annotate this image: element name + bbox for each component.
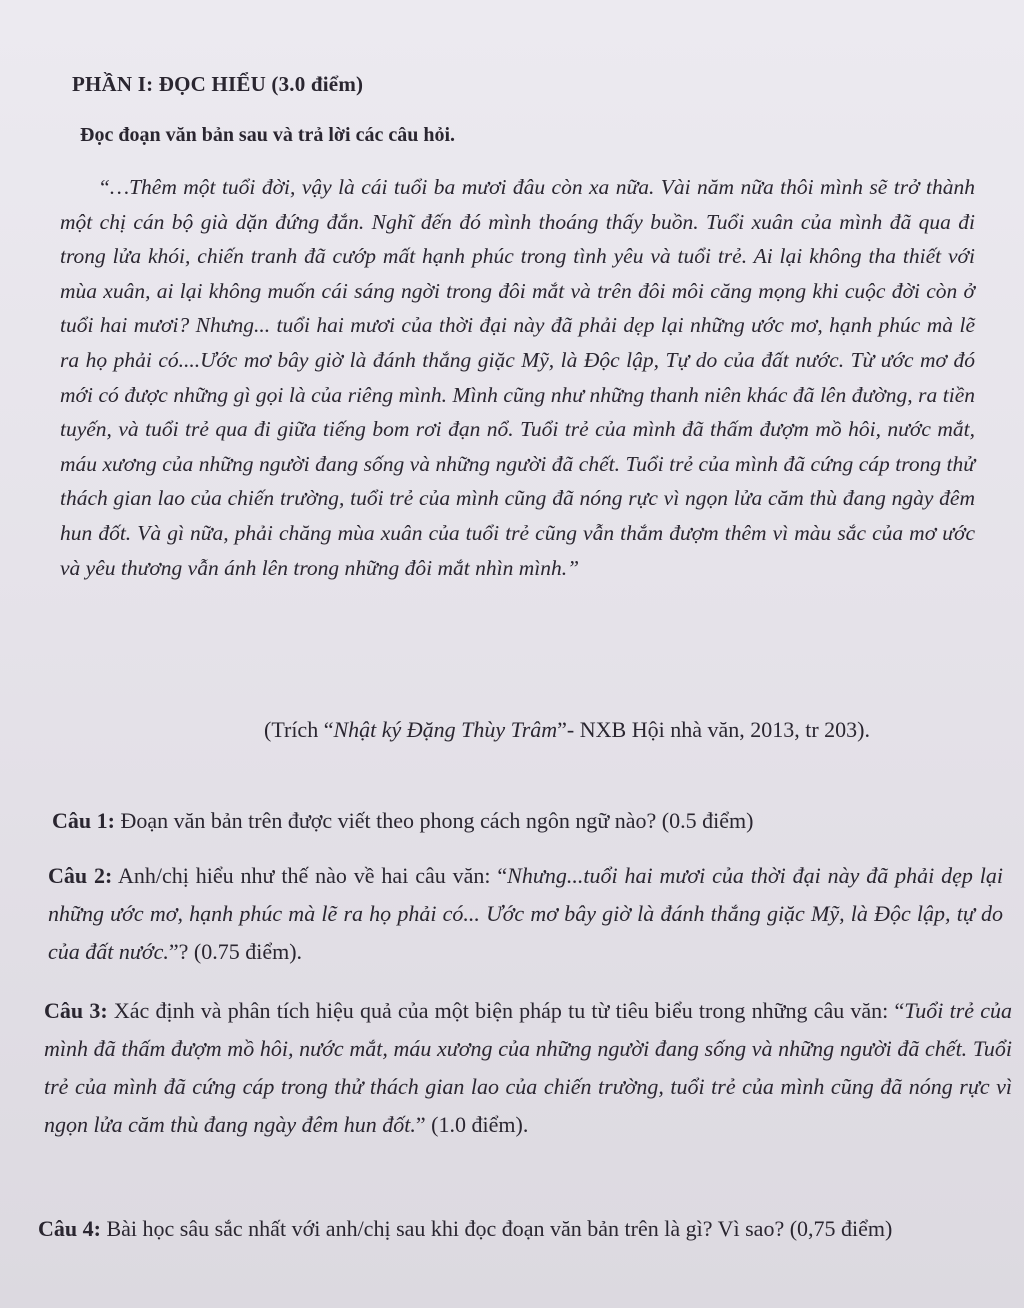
question-quote: Nhưng...tuổi hai mươi của thời đại này đã phải dẹp lại những ước mơ, hạnh phúc mà lẽ ra họ phải có... Ước mơ bây giờ là đánh thắng giặc Mỹ, là Độc lập, tự do của đất nước. (48, 863, 1003, 964)
question-4 (38, 1210, 1013, 1248)
question-text: Xác định và phân tích hiệu quả của một biện pháp tu từ tiêu biểu trong những câu văn: “ (107, 998, 905, 1023)
question-text: Bài học sâu sắc nhất với anh/chị sau khi đọc đoạn văn bản trên là gì? Vì sao? (0,75 điểm) (100, 1216, 893, 1241)
question-label: Câu 3: (44, 998, 108, 1023)
citation-suffix: ”- NXB Hội nhà văn, 2013, tr 203). (557, 717, 870, 742)
question-text-end: ”? (0.75 điểm). (168, 939, 303, 964)
passage-citation (52, 710, 992, 750)
diary-passage: “…Thêm một tuổi đời, vậy là cái tuổi ba mươi đâu còn xa nữa. Vài năm nữa thôi mình sẽ trở thành một chị cán bộ già dặn đứng đắn. Nghĩ đến đó mình thoáng thấy buồn. Tuổi xuân của mình đã qua đi trong lửa khói, chiến tranh đã cướp mất hạnh phúc trong tình yêu và tuổi trẻ. Ai lại không tha thiết với mùa xuân, ai lại không muốn cái sáng ngời trong đôi mắt và trên đôi môi căng mọng khi cuộc đời còn ở tuổi hai mươi? Nhưng... tuổi hai mươi của thời đại này đã phải dẹp lại những ước mơ, hạnh phúc mà lẽ ra họ phải có....Ước mơ bây giờ là đánh thắng giặc Mỹ, là Độc lập, Tự do của đất nước. Từ ước mơ đó mới có được những gì gọi là của riêng mình. Mình cũng như những thanh niên khác đã lên đường, ra tiền tuyến, và tuổi trẻ qua đi giữa tiếng bom rơi đạn nổ. Tuổi trẻ của mình đã thấm đượm mồ hôi, nước mắt, máu xương của những người đang sống và những người đã chết. Tuổi trẻ của mình đã cứng cáp trong thử thách gian lao của chiến trường, tuổi trẻ của mình cũng đã nóng rực vì ngọn lửa căm thù đang ngày đêm hun đốt. Và gì nữa, phải chăng mùa xuân của tuổi trẻ cũng vẫn thắm đượm thêm vì màu sắc của mơ ước và yêu thương vẫn ánh lên trong những đôi mắt nhìn mình.” (60, 175, 975, 580)
question-1 (52, 802, 1012, 840)
question-label: Câu 4: (38, 1216, 101, 1241)
section-heading: PHẦN I: ĐỌC HIỂU (3.0 điểm) (72, 72, 364, 96)
citation-book-title: Nhật ký Đặng Thùy Trâm (333, 717, 558, 742)
question-label: Câu 2: (48, 863, 113, 888)
question-label: Câu 1: (52, 808, 115, 833)
question-text: Đoạn văn bản trên được viết theo phong cách ngôn ngữ nào? (0.5 điểm) (114, 808, 754, 833)
question-3 (44, 992, 1012, 1144)
citation-prefix: (Trích “ (264, 717, 334, 742)
reading-instruction: Đọc đoạn văn bản sau và trả lời các câu hỏi. (80, 124, 455, 146)
question-2 (48, 857, 1003, 971)
question-text-end: ” (1.0 điểm). (415, 1112, 529, 1137)
question-text: Anh/chị hiểu như thế nào về hai câu văn: “ (112, 863, 508, 888)
question-quote: Tuổi trẻ của mình đã thấm đượm mồ hôi, nước mắt, máu xương của những người đang sống và những người đã chết. Tuổi trẻ của mình đã cứng cáp trong thử thách gian lao của chiến trường, tuổi trẻ của mình cũng đã nóng rực vì ngọn lửa căm thù đang ngày đêm hun đốt. (44, 998, 1012, 1137)
